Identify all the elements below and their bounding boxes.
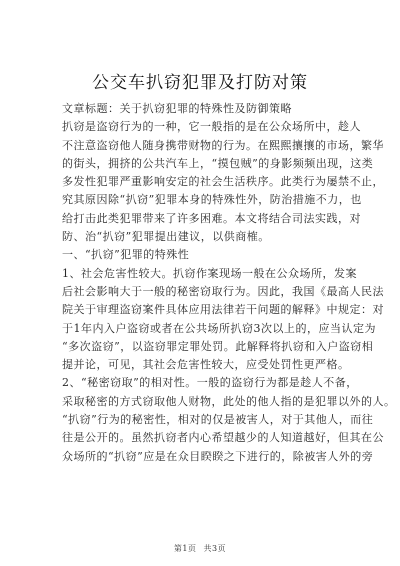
section-heading: 一、“扒窃”犯罪的特殊性	[62, 248, 190, 262]
page-number: 第1页	[173, 544, 197, 553]
body-line: 扒窃是盗窃行为的一种，它一般指的是在公众场所中，趁人	[62, 120, 361, 134]
body-line: 不注意盗窃他人随身携带财物的行为。在熙熙攘攘的市场，繁华	[62, 138, 384, 152]
body-line: 2、“秘密窃取”的相对性。一般的盗窃行为都是趁人不备，	[62, 376, 358, 390]
body-line: 众场所的“扒窃”应是在众目睽睽之下进行的，除被害人外的旁	[62, 449, 374, 463]
body-line: 的街头，拥挤的公共汽车上，“摸包贼”的身影频频出现，这类	[62, 156, 374, 170]
page-total: 共3页	[203, 544, 227, 553]
document-body	[62, 100, 396, 466]
body-line: 往是公开的。虽然扒窃者内心希望越少的人知道越好，但其在公	[62, 431, 384, 445]
body-line: 采取秘密的方式窃取他人财物，此处的他人指的是犯罪以外的人。	[62, 394, 396, 408]
document-title: 公交车扒窃犯罪及打防对策	[92, 73, 308, 93]
body-line: 院关于审理盗窃案件具体应用法律若干问题的解释》中规定：对	[62, 303, 384, 317]
body-line: 于1年内入户盗窃或者在公共场所扒窃3次以上的，应当认定为	[62, 321, 376, 335]
body-line: 1、社会危害性较大。扒窃作案现场一般在公众场所，发案	[62, 266, 357, 280]
body-line: 究其原因除“扒窃”犯罪本身的特殊性外，防治措施不力，也	[62, 193, 362, 207]
body-line: 给打击此类犯罪带来了许多困难。本文将结合司法实践，对	[62, 211, 361, 225]
body-line: 后社会影响大于一般的秘密窃取行为。因此，我国《最高人民法	[62, 284, 384, 298]
body-line: 防、治“扒窃”犯罪提出建议，以供商榷。	[62, 230, 270, 244]
body-line: “多次盗窃”，以盗窃罪定罪处罚。此解释将扒窃和入户盗窃相	[62, 339, 374, 353]
body-line: 文章标题：关于扒窃犯罪的特殊性及防御策略	[62, 102, 292, 115]
body-line: 提并论，可见，其社会危害性较大，应受处罚性更严格。	[62, 358, 350, 372]
body-line: “扒窃”行为的秘密性，相对的仅是被害人，对于其他人，而往	[62, 413, 374, 427]
body-line: 多发性犯罪严重影响安定的社会生活秩序。此类行为屡禁不止，	[62, 175, 384, 189]
page-footer	[0, 544, 400, 554]
